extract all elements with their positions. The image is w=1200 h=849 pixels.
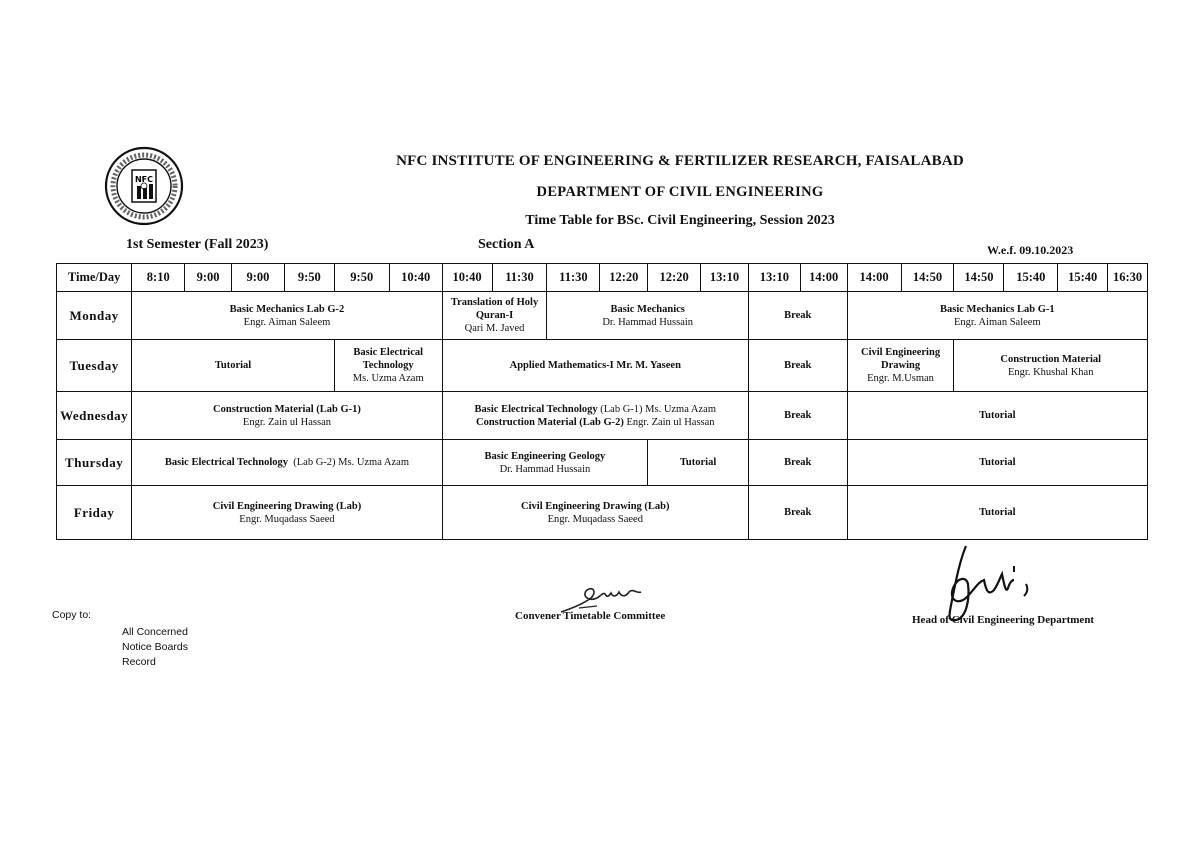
institute-title: NFC INSTITUTE OF ENGINEERING & FERTILIZER RESEARCH, FAISALABAD (396, 153, 964, 169)
break-cell: Break (748, 486, 847, 540)
instructor-name: Engr. Aiman Saleem (954, 316, 1041, 328)
instructor-name: Engr. Khushal Khan (1008, 366, 1094, 378)
convener-title: Convener Timetable Committee (515, 610, 666, 622)
department-title: DEPARTMENT OF CIVIL ENGINEERING (536, 184, 824, 200)
cc-item: Notice Boards (122, 641, 188, 653)
class-cell (442, 392, 748, 440)
timetable (56, 263, 1148, 540)
time-day-header: Time/Day (57, 264, 132, 292)
time-slot-header: 16:30 (1108, 264, 1148, 292)
day-label: Friday (57, 486, 132, 540)
tutorial-cell: Tutorial (847, 392, 1147, 440)
instructor-name: Dr. Hammad Hussain (499, 463, 591, 475)
tutorial-cell: Tutorial (132, 340, 334, 392)
day-row-wednesday (57, 392, 1148, 440)
class-line (443, 403, 748, 416)
time-slot-header: 8:10 (132, 264, 185, 292)
break-cell: Break (748, 292, 847, 340)
instructor-name: Qari M. Javed (464, 323, 525, 334)
day-row-thursday (57, 440, 1148, 486)
course-title: Basic Electrical Technology (353, 347, 424, 371)
hod-title: Head of Civil Engineering Department (912, 614, 1095, 626)
class-cell (442, 440, 648, 486)
class-cell (847, 340, 954, 392)
day-label: Wednesday (57, 392, 132, 440)
svg-text:NFC: NFC (134, 175, 154, 184)
time-slot-header: 9:50 (284, 264, 334, 292)
class-cell (132, 292, 442, 340)
time-slot-header: 14:50 (901, 264, 954, 292)
day-label: Thursday (57, 440, 132, 486)
tutorial-cell: Tutorial (847, 440, 1147, 486)
timetable-title: Time Table for BSc. Civil Engineering, Session 2023 (525, 213, 835, 228)
instructor-name: Engr. Muqadass Saeed (239, 513, 335, 525)
instructor-name: Ms. Uzma Azam (352, 373, 424, 384)
effective-date: W.e.f. 09.10.2023 (987, 243, 1074, 257)
class-cell (132, 392, 442, 440)
tutorial-cell: Tutorial (648, 440, 749, 486)
time-slot-header: 13:10 (701, 264, 749, 292)
class-cell (132, 486, 442, 540)
tutorial-cell: Tutorial (847, 486, 1147, 540)
time-slot-header: 9:00 (185, 264, 232, 292)
break-cell: Break (748, 392, 847, 440)
time-slot-header: 14:00 (800, 264, 847, 292)
time-slot-header: 11:30 (492, 264, 547, 292)
class-cell (954, 340, 1148, 392)
instructor-name: (Lab G-1) Ms. Uzma Azam (600, 403, 717, 415)
time-slot-header: 12:20 (648, 264, 701, 292)
time-slot-header: 10:40 (389, 264, 442, 292)
time-slot-header: 9:00 (232, 264, 285, 292)
day-row-friday (57, 486, 1148, 540)
instructor-name: Dr. Hammad Hussain (602, 316, 694, 328)
class-line (443, 416, 748, 429)
course-title: Basic Mechanics (610, 303, 685, 315)
class-line (132, 456, 441, 469)
course-title: Civil Engineering Drawing (861, 347, 941, 371)
time-slot-header: 15:40 (1004, 264, 1058, 292)
instructor-name: (Lab G-2) Ms. Uzma Azam (293, 457, 410, 468)
instructor-name: Engr. Muqadass Saeed (547, 513, 643, 525)
break-cell: Break (748, 440, 847, 486)
instructor-name: Engr. M.Usman (867, 373, 934, 384)
time-slot-header: 14:00 (847, 264, 901, 292)
class-cell (442, 292, 547, 340)
time-header-row (57, 264, 1148, 292)
class-cell (334, 340, 442, 392)
semester-label: 1st Semester (Fall 2023) (126, 237, 269, 252)
instructor-name: Engr. Aiman Saleem (243, 316, 331, 328)
time-slot-header: 11:30 (547, 264, 600, 292)
course-title: Civil Engineering Drawing (Lab) (212, 500, 362, 512)
course-title: Construction Material (Lab G-1) (213, 403, 361, 415)
course-title: Construction Material (1000, 353, 1102, 365)
course-title: Applied Mathematics-I Mr. M. Yaseen (509, 360, 681, 371)
course-title: Basic Mechanics Lab G-2 (229, 303, 345, 315)
class-cell (442, 340, 748, 392)
cc-item: All Concerned (122, 626, 188, 638)
course-title: Construction Material (Lab G-2) (476, 416, 624, 428)
day-label: Tuesday (57, 340, 132, 392)
class-cell (132, 440, 442, 486)
section-label: Section A (478, 237, 535, 252)
cc-item: Record (122, 656, 156, 668)
time-slot-header: 12:20 (600, 264, 648, 292)
time-slot-header: 14:50 (954, 264, 1004, 292)
class-cell (847, 292, 1147, 340)
course-title: Basic Electrical Technology (164, 457, 288, 468)
copy-to-label: Copy to: (52, 609, 92, 621)
time-slot-header: 10:40 (442, 264, 492, 292)
course-title: Basic Mechanics Lab G-1 (940, 303, 1055, 315)
instructor-name: Engr. Zain ul Hassan (626, 416, 715, 428)
day-label: Monday (57, 292, 132, 340)
course-title: Basic Engineering Geology (484, 450, 606, 462)
break-cell: Break (748, 340, 847, 392)
time-slot-header: 13:10 (748, 264, 800, 292)
instructor-name: Engr. Zain ul Hassan (242, 416, 331, 428)
class-cell (547, 292, 748, 340)
institute-logo (92, 146, 196, 226)
time-slot-header: 15:40 (1058, 264, 1108, 292)
day-row-monday (57, 292, 1148, 340)
cc-list (122, 625, 188, 670)
time-slot-header: 9:50 (334, 264, 389, 292)
course-title: Civil Engineering Drawing (Lab) (521, 500, 670, 512)
class-cell (442, 486, 748, 540)
course-title: Translation of Holy Quran-I (450, 297, 539, 321)
course-title: Basic Electrical Technology (474, 403, 598, 415)
day-row-tuesday (57, 340, 1148, 392)
